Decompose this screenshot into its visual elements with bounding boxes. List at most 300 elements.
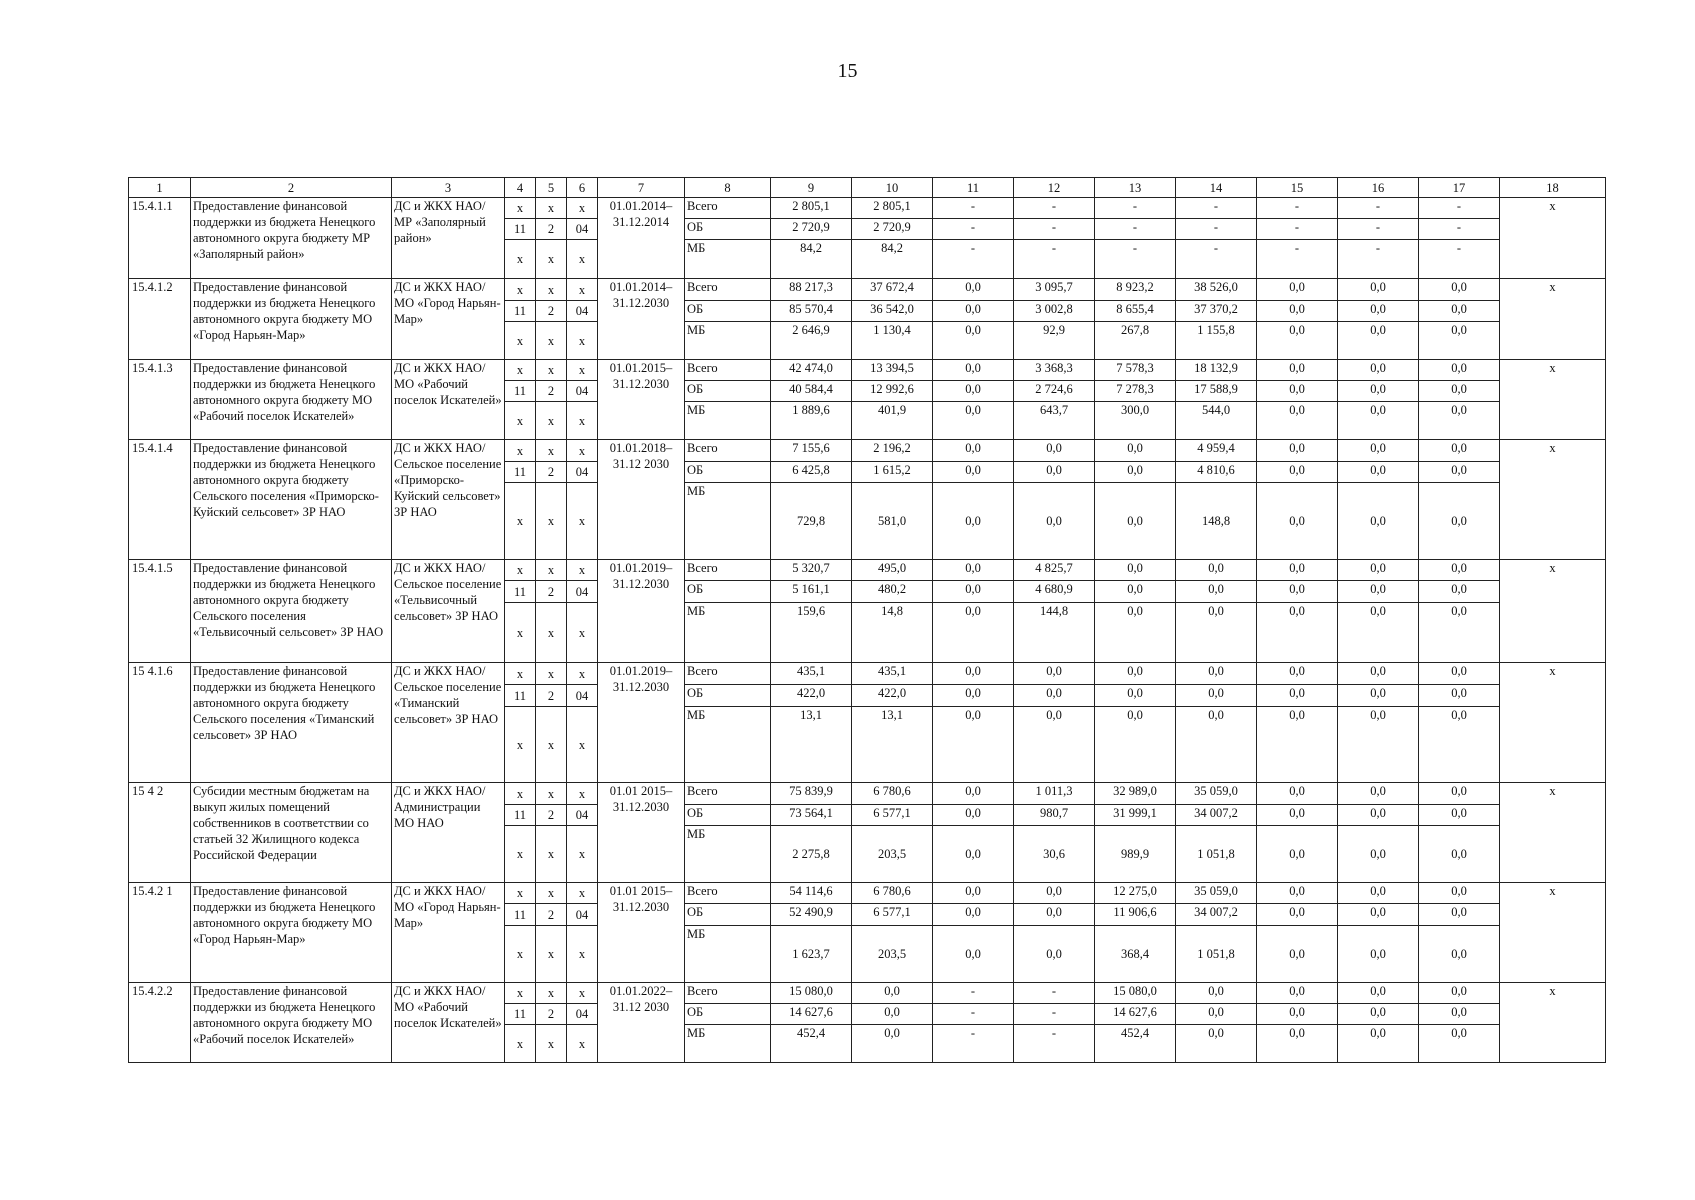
funding-source: Всего <box>685 360 771 381</box>
value-cell: - <box>933 240 1014 279</box>
value-cell: 203,5 <box>852 826 933 883</box>
row-id: 15.4.1.3 <box>129 360 191 440</box>
budget-code: х <box>567 826 598 883</box>
table-row <box>129 360 1606 381</box>
row-col18: х <box>1500 883 1606 983</box>
budget-code: х <box>536 983 567 1004</box>
row-period: 01.01.2014– 31.12.2030 <box>598 279 685 360</box>
budget-code: 04 <box>567 462 598 483</box>
value-cell: 1 130,4 <box>852 322 933 360</box>
value-cell: 0,0 <box>1419 402 1500 440</box>
value-cell: 42 474,0 <box>771 360 852 381</box>
value-cell: 0,0 <box>1095 603 1176 663</box>
budget-code: х <box>536 707 567 783</box>
value-cell: 0,0 <box>1419 360 1500 381</box>
budget-code: х <box>505 440 536 462</box>
value-cell: 0,0 <box>1176 707 1257 783</box>
value-cell: 980,7 <box>1014 805 1095 826</box>
budget-code: 11 <box>505 581 536 603</box>
value-cell: 0,0 <box>1419 883 1500 904</box>
row-col18: х <box>1500 983 1606 1063</box>
row-executor: ДС и ЖКХ НАО/ МО «Город Нарьян-Мар» <box>392 279 505 360</box>
funding-source: Всего <box>685 198 771 219</box>
budget-code: х <box>505 603 536 663</box>
value-cell: 0,0 <box>1095 685 1176 707</box>
value-cell: - <box>1014 1025 1095 1063</box>
budget-code: х <box>505 883 536 904</box>
value-cell: 32 989,0 <box>1095 783 1176 805</box>
value-cell: 0,0 <box>1014 926 1095 983</box>
column-header: 1 <box>129 178 191 198</box>
budget-code: х <box>567 663 598 685</box>
budget-code: х <box>536 603 567 663</box>
funding-source: ОБ <box>685 904 771 926</box>
value-cell: 6 577,1 <box>852 904 933 926</box>
table-row <box>129 279 1606 301</box>
value-cell: 1 623,7 <box>771 926 852 983</box>
row-col18: х <box>1500 560 1606 663</box>
budget-code: х <box>536 663 567 685</box>
value-cell: 8 923,2 <box>1095 279 1176 301</box>
budget-code: х <box>567 560 598 581</box>
value-cell: 452,4 <box>1095 1025 1176 1063</box>
value-cell: 0,0 <box>933 483 1014 560</box>
value-cell: 4 959,4 <box>1176 440 1257 462</box>
value-cell: 0,0 <box>1257 663 1338 685</box>
value-cell: - <box>1014 219 1095 240</box>
value-cell: 267,8 <box>1095 322 1176 360</box>
row-id: 15 4 2 <box>129 783 191 883</box>
budget-code: х <box>567 279 598 301</box>
value-cell: 0,0 <box>1338 883 1419 904</box>
budget-code: 04 <box>567 805 598 826</box>
funding-source: МБ <box>685 603 771 663</box>
value-cell: 5 320,7 <box>771 560 852 581</box>
value-cell: - <box>1176 219 1257 240</box>
budget-code: х <box>567 198 598 219</box>
budget-code: х <box>505 360 536 381</box>
value-cell: 88 217,3 <box>771 279 852 301</box>
value-cell: 92,9 <box>1014 322 1095 360</box>
row-id: 15.4.1.5 <box>129 560 191 663</box>
value-cell: 0,0 <box>1419 826 1500 883</box>
value-cell: 0,0 <box>933 783 1014 805</box>
value-cell: 0,0 <box>1338 904 1419 926</box>
value-cell: 0,0 <box>1419 685 1500 707</box>
funding-source: ОБ <box>685 1004 771 1025</box>
value-cell: 0,0 <box>1419 707 1500 783</box>
value-cell: 0,0 <box>1014 462 1095 483</box>
budget-code: х <box>567 783 598 805</box>
value-cell: 0,0 <box>1257 360 1338 381</box>
value-cell: 368,4 <box>1095 926 1176 983</box>
funding-source: ОБ <box>685 805 771 826</box>
row-id: 15.4.1.4 <box>129 440 191 560</box>
budget-code: 11 <box>505 904 536 926</box>
budget-code: х <box>536 826 567 883</box>
budget-code: х <box>567 1025 598 1063</box>
value-cell: 35 059,0 <box>1176 883 1257 904</box>
value-cell: - <box>1419 240 1500 279</box>
value-cell: 38 526,0 <box>1176 279 1257 301</box>
value-cell: 544,0 <box>1176 402 1257 440</box>
table-row <box>129 440 1606 462</box>
budget-code: 2 <box>536 904 567 926</box>
value-cell: 0,0 <box>1257 462 1338 483</box>
column-header: 15 <box>1257 178 1338 198</box>
value-cell: 0,0 <box>1419 1025 1500 1063</box>
column-header: 3 <box>392 178 505 198</box>
value-cell: 0,0 <box>1338 983 1419 1004</box>
row-id: 15.4.2 1 <box>129 883 191 983</box>
value-cell: 0,0 <box>1176 685 1257 707</box>
value-cell: 12 992,6 <box>852 381 933 402</box>
value-cell: - <box>1257 240 1338 279</box>
budget-code: х <box>505 783 536 805</box>
value-cell: 14 627,6 <box>771 1004 852 1025</box>
column-header: 11 <box>933 178 1014 198</box>
value-cell: 3 002,8 <box>1014 301 1095 322</box>
value-cell: 0,0 <box>1419 279 1500 301</box>
value-cell: 0,0 <box>1419 603 1500 663</box>
value-cell: 0,0 <box>933 381 1014 402</box>
row-period: 01.01.2015– 31.12.2030 <box>598 360 685 440</box>
budget-code: 2 <box>536 462 567 483</box>
budget-table <box>128 177 1606 1063</box>
funding-source: МБ <box>685 826 771 883</box>
value-cell: 0,0 <box>1419 926 1500 983</box>
table-row <box>129 663 1606 685</box>
row-id: 15 4.1.6 <box>129 663 191 783</box>
funding-source: Всего <box>685 883 771 904</box>
funding-source: ОБ <box>685 581 771 603</box>
value-cell: 581,0 <box>852 483 933 560</box>
funding-source: Всего <box>685 440 771 462</box>
value-cell: 2 805,1 <box>852 198 933 219</box>
row-period: 01.01 2015– 31.12.2030 <box>598 783 685 883</box>
value-cell: 0,0 <box>1419 440 1500 462</box>
row-name: Предоставление финансовой поддержки из бюджета Ненецкого автономного округа бюджету Сельского поселения «Тиманский сельсовет» ЗР НАО <box>191 663 392 783</box>
value-cell: 0,0 <box>933 663 1014 685</box>
funding-source: Всего <box>685 783 771 805</box>
funding-source: МБ <box>685 402 771 440</box>
value-cell: 5 161,1 <box>771 581 852 603</box>
value-cell: 0,0 <box>1176 663 1257 685</box>
value-cell: 0,0 <box>1257 483 1338 560</box>
value-cell: 0,0 <box>1257 301 1338 322</box>
budget-code: 2 <box>536 1004 567 1025</box>
value-cell: 0,0 <box>1338 483 1419 560</box>
row-period: 01.01.2014– 31.12.2014 <box>598 198 685 279</box>
value-cell: 6 780,6 <box>852 783 933 805</box>
value-cell: 0,0 <box>1176 1004 1257 1025</box>
value-cell: 0,0 <box>1338 322 1419 360</box>
value-cell: - <box>1014 1004 1095 1025</box>
value-cell: 1 889,6 <box>771 402 852 440</box>
column-header: 10 <box>852 178 933 198</box>
value-cell: 0,0 <box>1257 560 1338 581</box>
value-cell: 0,0 <box>1338 360 1419 381</box>
value-cell: 18 132,9 <box>1176 360 1257 381</box>
value-cell: 0,0 <box>1338 1004 1419 1025</box>
table-row <box>129 783 1606 805</box>
budget-code: х <box>505 1025 536 1063</box>
row-col18: х <box>1500 783 1606 883</box>
budget-code: 04 <box>567 904 598 926</box>
value-cell: 0,0 <box>933 560 1014 581</box>
value-cell: 0,0 <box>1014 483 1095 560</box>
budget-code: х <box>567 883 598 904</box>
funding-source: МБ <box>685 1025 771 1063</box>
value-cell: 495,0 <box>852 560 933 581</box>
value-cell: 3 368,3 <box>1014 360 1095 381</box>
value-cell: - <box>933 219 1014 240</box>
budget-code: 11 <box>505 462 536 483</box>
value-cell: 144,8 <box>1014 603 1095 663</box>
value-cell: 0,0 <box>1257 805 1338 826</box>
value-cell: 0,0 <box>1014 883 1095 904</box>
column-header: 12 <box>1014 178 1095 198</box>
value-cell: 0,0 <box>933 581 1014 603</box>
budget-code: х <box>567 322 598 360</box>
value-cell: 13 394,5 <box>852 360 933 381</box>
value-cell: 7 155,6 <box>771 440 852 462</box>
value-cell: 643,7 <box>1014 402 1095 440</box>
value-cell: 1 051,8 <box>1176 926 1257 983</box>
value-cell: 0,0 <box>1257 322 1338 360</box>
value-cell: 0,0 <box>933 301 1014 322</box>
value-cell: 8 655,4 <box>1095 301 1176 322</box>
row-executor: ДС и ЖКХ НАО/ МО «Рабочий поселок Искателей» <box>392 983 505 1063</box>
column-header: 6 <box>567 178 598 198</box>
column-header: 18 <box>1500 178 1606 198</box>
value-cell: 0,0 <box>933 926 1014 983</box>
value-cell: 0,0 <box>933 462 1014 483</box>
table-row <box>129 560 1606 581</box>
row-name: Предоставление финансовой поддержки из бюджета Ненецкого автономного округа бюджету МО «Город Нарьян-Мар» <box>191 279 392 360</box>
column-header: 7 <box>598 178 685 198</box>
value-cell: 37 370,2 <box>1176 301 1257 322</box>
row-name: Предоставление финансовой поддержки из бюджета Ненецкого автономного округа бюджету Сельского поселения «Тельвисочный сельсовет» ЗР НАО <box>191 560 392 663</box>
value-cell: 0,0 <box>1257 983 1338 1004</box>
value-cell: 0,0 <box>1338 805 1419 826</box>
value-cell: 36 542,0 <box>852 301 933 322</box>
row-executor: ДС и ЖКХ НАО/ МР «Заполярный район» <box>392 198 505 279</box>
value-cell: 0,0 <box>1095 707 1176 783</box>
value-cell: 0,0 <box>1419 322 1500 360</box>
budget-code: х <box>505 279 536 301</box>
value-cell: 148,8 <box>1176 483 1257 560</box>
budget-code: х <box>567 240 598 279</box>
value-cell: 0,0 <box>1419 983 1500 1004</box>
value-cell: 35 059,0 <box>1176 783 1257 805</box>
funding-source: МБ <box>685 240 771 279</box>
row-col18: х <box>1500 663 1606 783</box>
value-cell: 6 780,6 <box>852 883 933 904</box>
value-cell: 0,0 <box>1176 1025 1257 1063</box>
value-cell: 40 584,4 <box>771 381 852 402</box>
value-cell: 4 810,6 <box>1176 462 1257 483</box>
budget-code: х <box>567 440 598 462</box>
value-cell: 0,0 <box>1014 685 1095 707</box>
funding-source: МБ <box>685 483 771 560</box>
value-cell: 0,0 <box>1338 685 1419 707</box>
column-header: 13 <box>1095 178 1176 198</box>
value-cell: - <box>1176 198 1257 219</box>
value-cell: 0,0 <box>1257 440 1338 462</box>
row-period: 01.01 2015– 31.12.2030 <box>598 883 685 983</box>
value-cell: 0,0 <box>852 983 933 1004</box>
value-cell: 0,0 <box>933 826 1014 883</box>
value-cell: 4 825,7 <box>1014 560 1095 581</box>
budget-code: х <box>536 440 567 462</box>
value-cell: 14 627,6 <box>1095 1004 1176 1025</box>
value-cell: 0,0 <box>1257 883 1338 904</box>
value-cell: 0,0 <box>1014 440 1095 462</box>
budget-code: 2 <box>536 685 567 707</box>
value-cell: 435,1 <box>852 663 933 685</box>
value-cell: 435,1 <box>771 663 852 685</box>
value-cell: 0,0 <box>1257 783 1338 805</box>
value-cell: 0,0 <box>1257 1025 1338 1063</box>
value-cell: 1 051,8 <box>1176 826 1257 883</box>
value-cell: 0,0 <box>1095 663 1176 685</box>
value-cell: 0,0 <box>1338 381 1419 402</box>
funding-source: МБ <box>685 926 771 983</box>
value-cell: 0,0 <box>1257 707 1338 783</box>
funding-source: Всего <box>685 983 771 1004</box>
value-cell: 0,0 <box>1014 904 1095 926</box>
value-cell: 159,6 <box>771 603 852 663</box>
value-cell: 0,0 <box>1257 603 1338 663</box>
value-cell: 0,0 <box>852 1004 933 1025</box>
budget-code: х <box>536 483 567 560</box>
row-name: Субсидии местным бюджетам на выкуп жилых помещений собственников в соответствии со статьей 32 Жилищного кодекса Российской Федерации <box>191 783 392 883</box>
value-cell: 0,0 <box>1419 805 1500 826</box>
row-col18: х <box>1500 279 1606 360</box>
budget-code: х <box>536 560 567 581</box>
value-cell: - <box>1014 983 1095 1004</box>
budget-code: х <box>505 240 536 279</box>
funding-source: МБ <box>685 322 771 360</box>
value-cell: 0,0 <box>1338 581 1419 603</box>
budget-code: х <box>536 322 567 360</box>
budget-code: 11 <box>505 301 536 322</box>
row-executor: ДС и ЖКХ НАО/ Администрации МО НАО <box>392 783 505 883</box>
value-cell: 452,4 <box>771 1025 852 1063</box>
table-row <box>129 983 1606 1004</box>
value-cell: 15 080,0 <box>1095 983 1176 1004</box>
table-row <box>129 198 1606 219</box>
table-header-row <box>129 178 1606 198</box>
budget-code: 04 <box>567 581 598 603</box>
value-cell: - <box>1338 198 1419 219</box>
row-name: Предоставление финансовой поддержки из бюджета Ненецкого автономного округа бюджету МО «Рабочий поселок Искателей» <box>191 360 392 440</box>
value-cell: 0,0 <box>1095 560 1176 581</box>
value-cell: 2 720,9 <box>852 219 933 240</box>
value-cell: 0,0 <box>933 805 1014 826</box>
value-cell: 0,0 <box>1257 826 1338 883</box>
budget-code: 11 <box>505 219 536 240</box>
budget-code: х <box>536 1025 567 1063</box>
value-cell: 0,0 <box>1338 707 1419 783</box>
budget-code: 11 <box>505 381 536 402</box>
value-cell: 84,2 <box>852 240 933 279</box>
budget-code: х <box>536 783 567 805</box>
column-header: 2 <box>191 178 392 198</box>
funding-source: Всего <box>685 279 771 301</box>
row-id: 15.4.1.2 <box>129 279 191 360</box>
value-cell: 0,0 <box>1176 581 1257 603</box>
row-col18: х <box>1500 198 1606 279</box>
row-name: Предоставление финансовой поддержки из бюджета Ненецкого автономного округа бюджету Сельского поселения «Приморско-Куйский сельсовет» ЗР НАО <box>191 440 392 560</box>
row-executor: ДС и ЖКХ НАО/ МО «Рабочий поселок Искателей» <box>392 360 505 440</box>
value-cell: 0,0 <box>933 360 1014 381</box>
budget-code: х <box>536 402 567 440</box>
row-id: 15.4.2.2 <box>129 983 191 1063</box>
column-header: 14 <box>1176 178 1257 198</box>
value-cell: 2 805,1 <box>771 198 852 219</box>
budget-code: 04 <box>567 301 598 322</box>
budget-code: 2 <box>536 805 567 826</box>
value-cell: 0,0 <box>1338 440 1419 462</box>
budget-code: х <box>505 926 536 983</box>
row-name: Предоставление финансовой поддержки из бюджета Ненецкого автономного округа бюджету МО «Город Нарьян-Мар» <box>191 883 392 983</box>
budget-code: х <box>567 402 598 440</box>
page-number: 15 <box>837 60 858 82</box>
value-cell: 0,0 <box>1176 983 1257 1004</box>
value-cell: - <box>933 1004 1014 1025</box>
funding-source: МБ <box>685 707 771 783</box>
value-cell: 0,0 <box>933 603 1014 663</box>
value-cell: 0,0 <box>1419 462 1500 483</box>
value-cell: 0,0 <box>1176 603 1257 663</box>
value-cell: 0,0 <box>1338 462 1419 483</box>
value-cell: 13,1 <box>771 707 852 783</box>
value-cell: 0,0 <box>1257 904 1338 926</box>
value-cell: - <box>933 1025 1014 1063</box>
value-cell: - <box>1257 219 1338 240</box>
value-cell: 0,0 <box>1419 581 1500 603</box>
value-cell: 0,0 <box>1338 603 1419 663</box>
value-cell: 0,0 <box>933 904 1014 926</box>
value-cell: 2 196,2 <box>852 440 933 462</box>
value-cell: 0,0 <box>1257 685 1338 707</box>
value-cell: 203,5 <box>852 926 933 983</box>
value-cell: - <box>1095 240 1176 279</box>
value-cell: 0,0 <box>1257 581 1338 603</box>
value-cell: - <box>1095 219 1176 240</box>
value-cell: 0,0 <box>1014 707 1095 783</box>
value-cell: 84,2 <box>771 240 852 279</box>
value-cell: 34 007,2 <box>1176 904 1257 926</box>
budget-code: х <box>505 322 536 360</box>
budget-code: х <box>505 560 536 581</box>
value-cell: 0,0 <box>1257 279 1338 301</box>
budget-code: х <box>536 360 567 381</box>
value-cell: 989,9 <box>1095 826 1176 883</box>
budget-code: х <box>567 603 598 663</box>
funding-source: ОБ <box>685 685 771 707</box>
value-cell: 0,0 <box>1257 926 1338 983</box>
value-cell: - <box>1338 240 1419 279</box>
budget-code: х <box>536 279 567 301</box>
value-cell: 3 095,7 <box>1014 279 1095 301</box>
value-cell: 0,0 <box>933 707 1014 783</box>
value-cell: 4 680,9 <box>1014 581 1095 603</box>
value-cell: 2 646,9 <box>771 322 852 360</box>
budget-code: х <box>536 883 567 904</box>
